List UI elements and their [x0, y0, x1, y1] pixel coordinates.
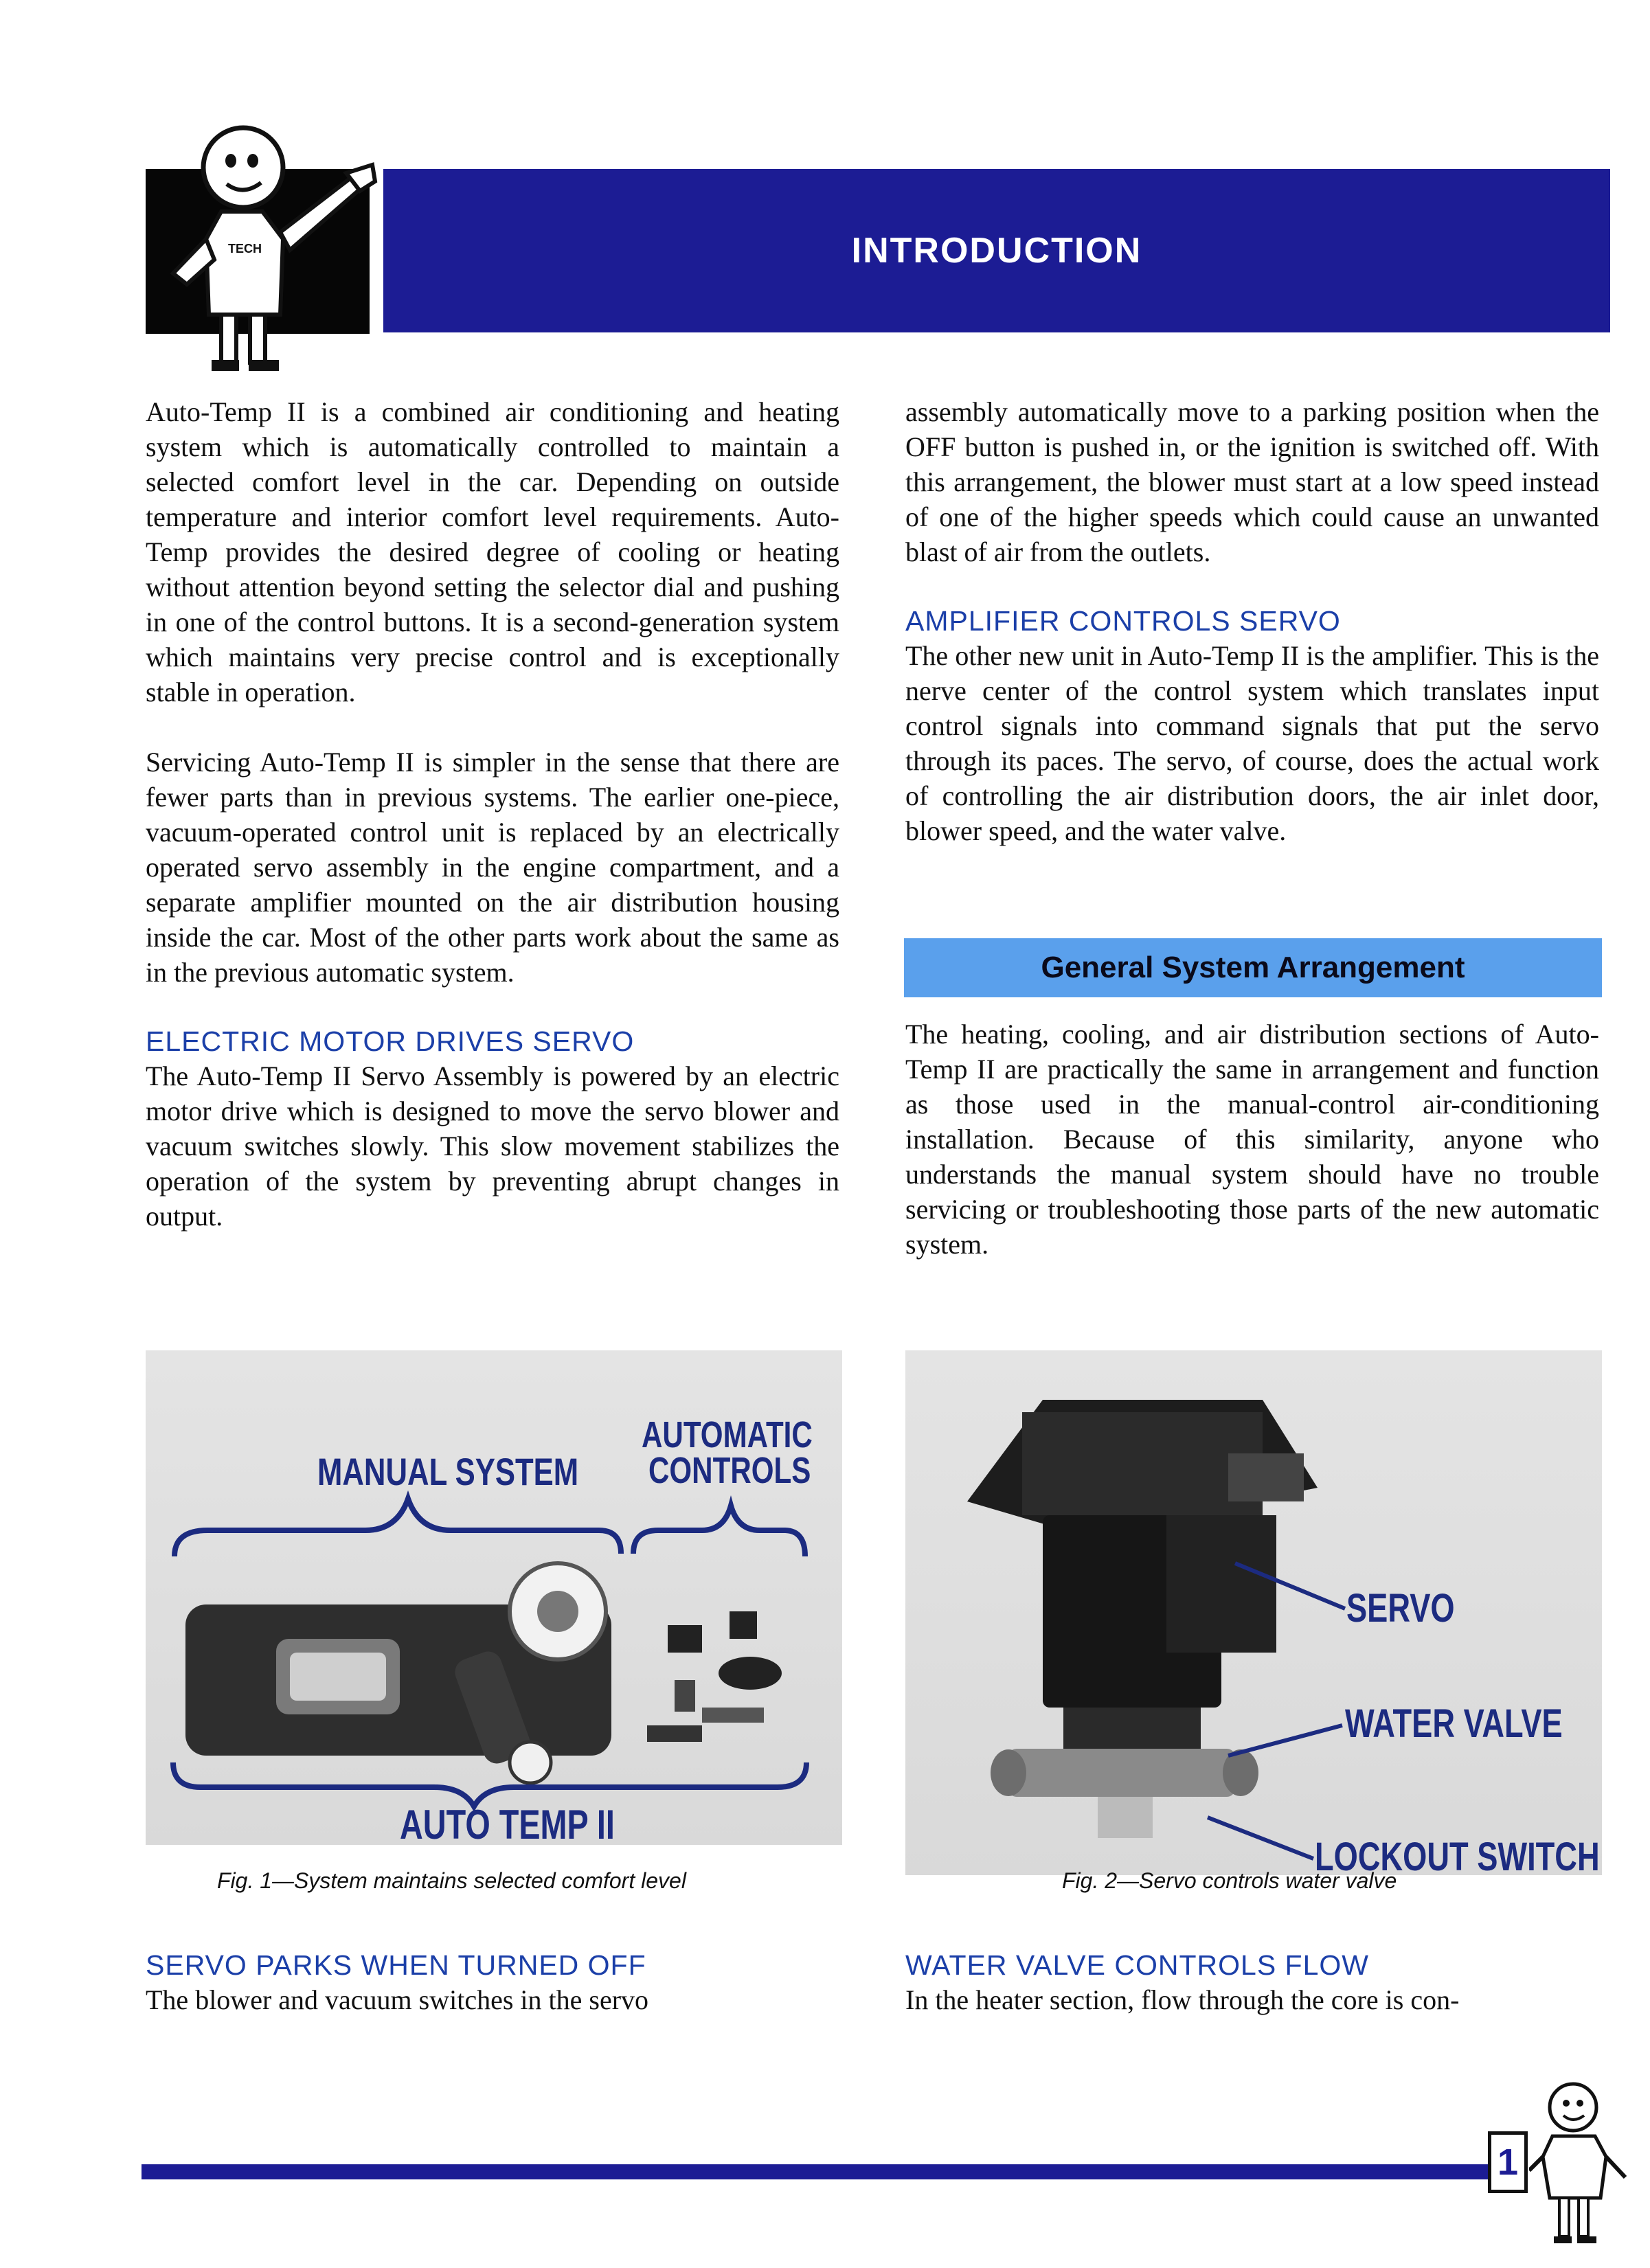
page-title: INTRODUCTION — [851, 231, 1142, 271]
paragraph: Servicing Auto-Temp II is simpler in the sense that there are fewer parts than in previous systems. The earlier one-piece, vacuum-operated control unit is replaced by an electrically operated servo assembly in the engine compartment, and a separate amplifier mounted on the air distribution housing inside the car. Most of the other parts work about the same as in the previous automatic system. — [146, 747, 839, 988]
paragraph: In the heater section, flow through the core is con- — [905, 1984, 1460, 2015]
page-number-box — [1488, 2131, 1528, 2193]
bottom-right-section — [905, 1948, 1599, 2017]
label-water-valve: WATER VALVE — [1345, 1701, 1563, 1746]
section-heading: SERVO PARKS WHEN TURNED OFF — [146, 1949, 646, 1981]
paragraph: assembly automatically move to a parking position when the OFF button is pushed in, or the ignition is switched off. With this arrangement, the blower must start at a low speed instead of one of the higher speeds which could cause an unwanted blast of air from the outlets. — [905, 396, 1599, 567]
label-auto-temp: AUTO TEMP II — [400, 1802, 615, 1845]
footer-mascot-illustration — [1529, 2074, 1632, 2253]
left-column — [146, 394, 839, 1234]
paragraph: The blower and vacuum switches in the servo — [146, 1984, 649, 2015]
right-column-top — [905, 394, 1599, 848]
figure-2-caption: Fig. 2—Servo controls water valve — [1062, 1868, 1397, 1893]
mascot-shirt-text: TECH — [228, 242, 262, 256]
label-lockout-switch: LOCKOUT SWITCH — [1315, 1835, 1600, 1875]
figure-1-caption: Fig. 1—System maintains selected comfort level — [217, 1868, 686, 1893]
figure-1-drawing — [146, 1350, 842, 1845]
paragraph: The heating, cooling, and air distribution sections of Auto-Temp II are practically the same in arrangement and function as those used in the manual-control air-conditioning installation. Because of this similarity, anyone who understands the manual system should have no trouble servicing or troubleshooting those parts of the new automatic system. — [905, 1019, 1599, 1260]
figure-1-photo — [146, 1350, 842, 1845]
mascot-illustration — [146, 115, 393, 376]
label-automatic: AUTOMATIC — [642, 1414, 813, 1455]
right-column-bottom — [905, 1017, 1599, 1262]
label-controls: CONTROLS — [648, 1450, 811, 1491]
subsection-title: General System Arrangement — [1041, 951, 1465, 984]
footer-rule — [142, 2164, 1488, 2179]
paragraph: The Auto-Temp II Servo Assembly is powered by an electric motor drive which is designed to move the servo blower and vacuum switches slowly. This slow movement stabilizes the operation of the system by preventing abrupt changes in output. — [146, 1061, 839, 1232]
section-heading: AMPLIFIER CONTROLS SERVO — [905, 605, 1341, 637]
page-number: 1 — [1497, 2142, 1519, 2183]
title-bar — [383, 169, 1610, 332]
section-heading: ELECTRIC MOTOR DRIVES SERVO — [146, 1025, 635, 1057]
label-servo: SERVO — [1346, 1586, 1455, 1631]
paragraph: Auto-Temp II is a combined air conditioning and heating system which is automatically controlled to maintain a selected comfort level in the car. Depending on outside temperature and interior comfort level requirements. Auto-Temp provides the desired degree of cooling or heating without attention beyond setting the selector dial and pushing in one of the control buttons. It is a second-generation system which maintains very precise control and is exceptionally stable in operation. — [146, 396, 839, 707]
figure-2-drawing — [905, 1350, 1602, 1875]
section-heading: WATER VALVE CONTROLS FLOW — [905, 1949, 1369, 1981]
paragraph: The other new unit in Auto-Temp II is the amplifier. This is the nerve center of the control system which translates input control signals into command signals that put the servo through its paces. The servo, of course, does the actual work of controlling the air distribution doors, the air inlet door, blower speed, and the water valve. — [905, 640, 1599, 846]
bottom-left-section — [146, 1948, 839, 2017]
figure-2-photo — [905, 1350, 1602, 1875]
subsection-band — [904, 938, 1602, 997]
label-manual-system: MANUAL SYSTEM — [317, 1450, 579, 1493]
